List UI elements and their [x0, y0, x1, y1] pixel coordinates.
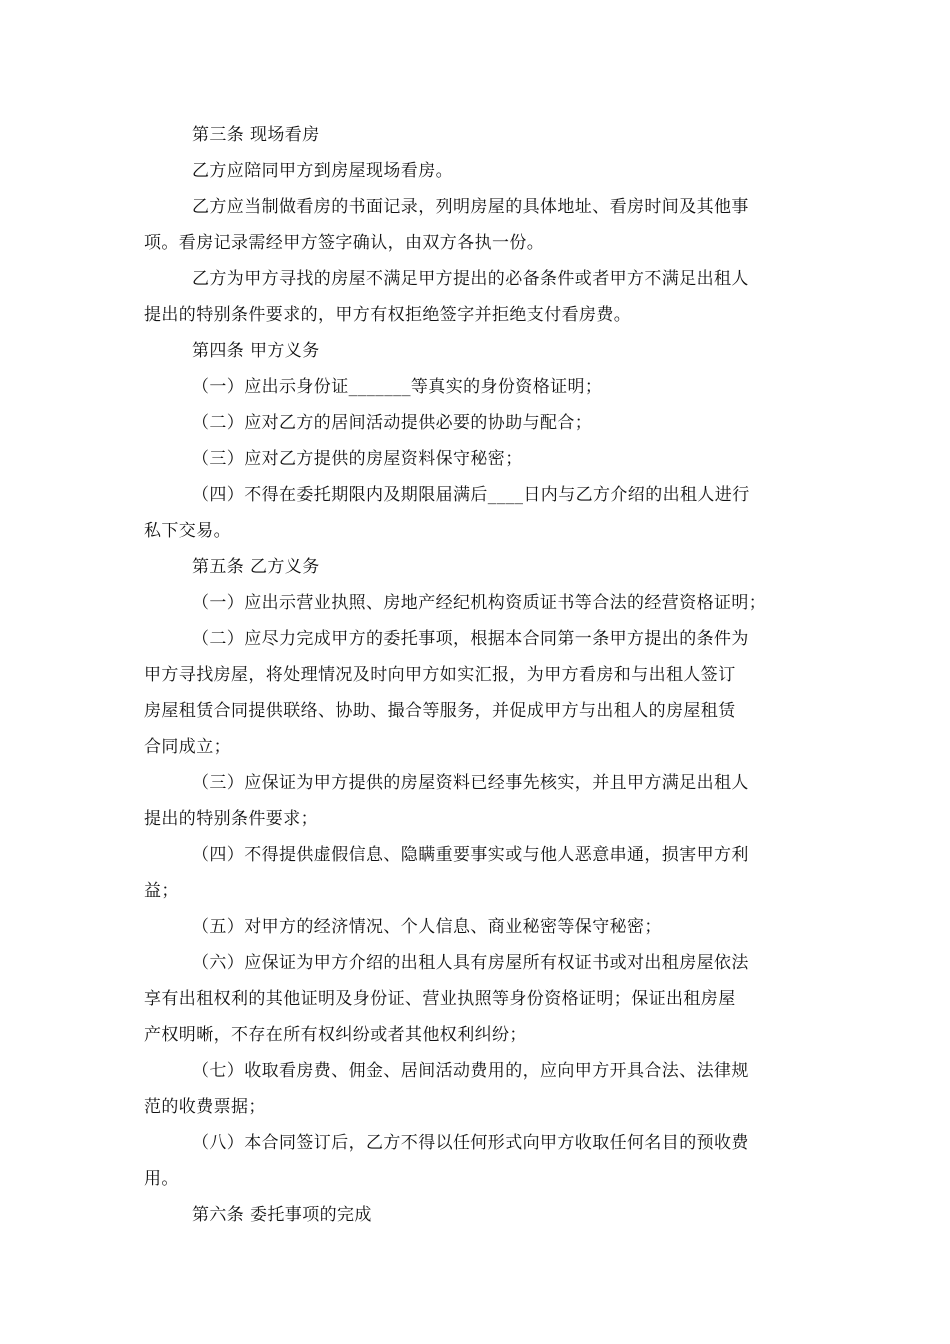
text-line: （一）应出示营业执照、房地产经纪机构资质证书等合法的经营资格证明； — [192, 593, 767, 613]
text-line: 乙方应陪同甲方到房屋现场看房。 — [192, 161, 453, 181]
text-line: 提出的特别条件要求； — [144, 809, 318, 829]
text-line: （三）应保证为甲方提供的房屋资料已经事先核实，并且甲方满足出租人 — [192, 773, 749, 793]
paragraph — [144, 153, 816, 189]
text-line: 合同成立； — [144, 737, 231, 757]
text-line: 享有出租权利的其他证明及身份证、营业执照等身份资格证明；保证出租房屋 — [144, 989, 736, 1009]
paragraph — [144, 549, 816, 585]
text-line: 第六条 委托事项的完成 — [192, 1205, 372, 1225]
text-line: 私下交易。 — [144, 521, 231, 541]
paragraph — [144, 1053, 816, 1125]
paragraph — [144, 333, 816, 369]
text-line: （五）对甲方的经济情况、个人信息、商业秘密等保守秘密； — [192, 917, 662, 937]
text-line: 第四条 甲方义务 — [192, 341, 320, 361]
text-line: （四）不得在委托期限内及期限届满后____日内与乙方介绍的出租人进行 — [192, 485, 750, 505]
text-line: 甲方寻找房屋，将处理情况及时向甲方如实汇报，为甲方看房和与出租人签订 — [144, 665, 736, 685]
text-line: 用。 — [144, 1169, 179, 1189]
paragraph — [144, 621, 816, 765]
text-line: （二）应对乙方的居间活动提供必要的协助与配合； — [192, 413, 593, 433]
text-line: 提出的特别条件要求的，甲方有权拒绝签字并拒绝支付看房费。 — [144, 305, 632, 325]
text-line: （二）应尽力完成甲方的委托事项，根据本合同第一条甲方提出的条件为 — [192, 629, 749, 649]
text-line: （六）应保证为甲方介绍的出租人具有房屋所有权证书或对出租房屋依法 — [192, 953, 749, 973]
paragraph — [144, 441, 816, 477]
text-line: （三）应对乙方提供的房屋资料保守秘密； — [192, 449, 523, 469]
text-line: 乙方为甲方寻找的房屋不满足甲方提出的必备条件或者甲方不满足出租人 — [192, 269, 749, 289]
text-line: （八）本合同签订后，乙方不得以任何形式向甲方收取任何名目的预收费 — [192, 1133, 749, 1153]
paragraph — [144, 405, 816, 441]
paragraph — [144, 117, 816, 153]
paragraph — [144, 477, 816, 549]
text-line: 项。看房记录需经甲方签字确认，由双方各执一份。 — [144, 233, 545, 253]
paragraph — [144, 837, 816, 909]
text-line: 产权明晰，不存在所有权纠纷或者其他权利纠纷； — [144, 1025, 527, 1045]
text-line: 第三条 现场看房 — [192, 125, 320, 145]
text-line: （四）不得提供虚假信息、隐瞒重要事实或与他人恶意串通，损害甲方利 — [192, 845, 749, 865]
text-line: 益； — [144, 881, 179, 901]
paragraph — [144, 765, 816, 837]
paragraph — [144, 369, 816, 405]
text-line: 乙方应当制做看房的书面记录，列明房屋的具体地址、看房时间及其他事 — [192, 197, 749, 217]
paragraph — [144, 585, 816, 621]
text-line: （一）应出示身份证_______等真实的身份资格证明； — [192, 377, 603, 397]
paragraph — [144, 261, 816, 333]
text-line: （七）收取看房费、佣金、居间活动费用的，应向甲方开具合法、法律规 — [192, 1061, 749, 1081]
paragraph — [144, 189, 816, 261]
paragraph — [144, 1197, 816, 1233]
text-line: 第五条 乙方义务 — [192, 557, 320, 577]
text-line: 房屋租赁合同提供联络、协助、撮合等服务，并促成甲方与出租人的房屋租赁 — [144, 701, 736, 721]
paragraph — [144, 909, 816, 945]
text-line: 范的收费票据； — [144, 1097, 266, 1117]
paragraph — [144, 1125, 816, 1197]
paragraph — [144, 945, 816, 1053]
